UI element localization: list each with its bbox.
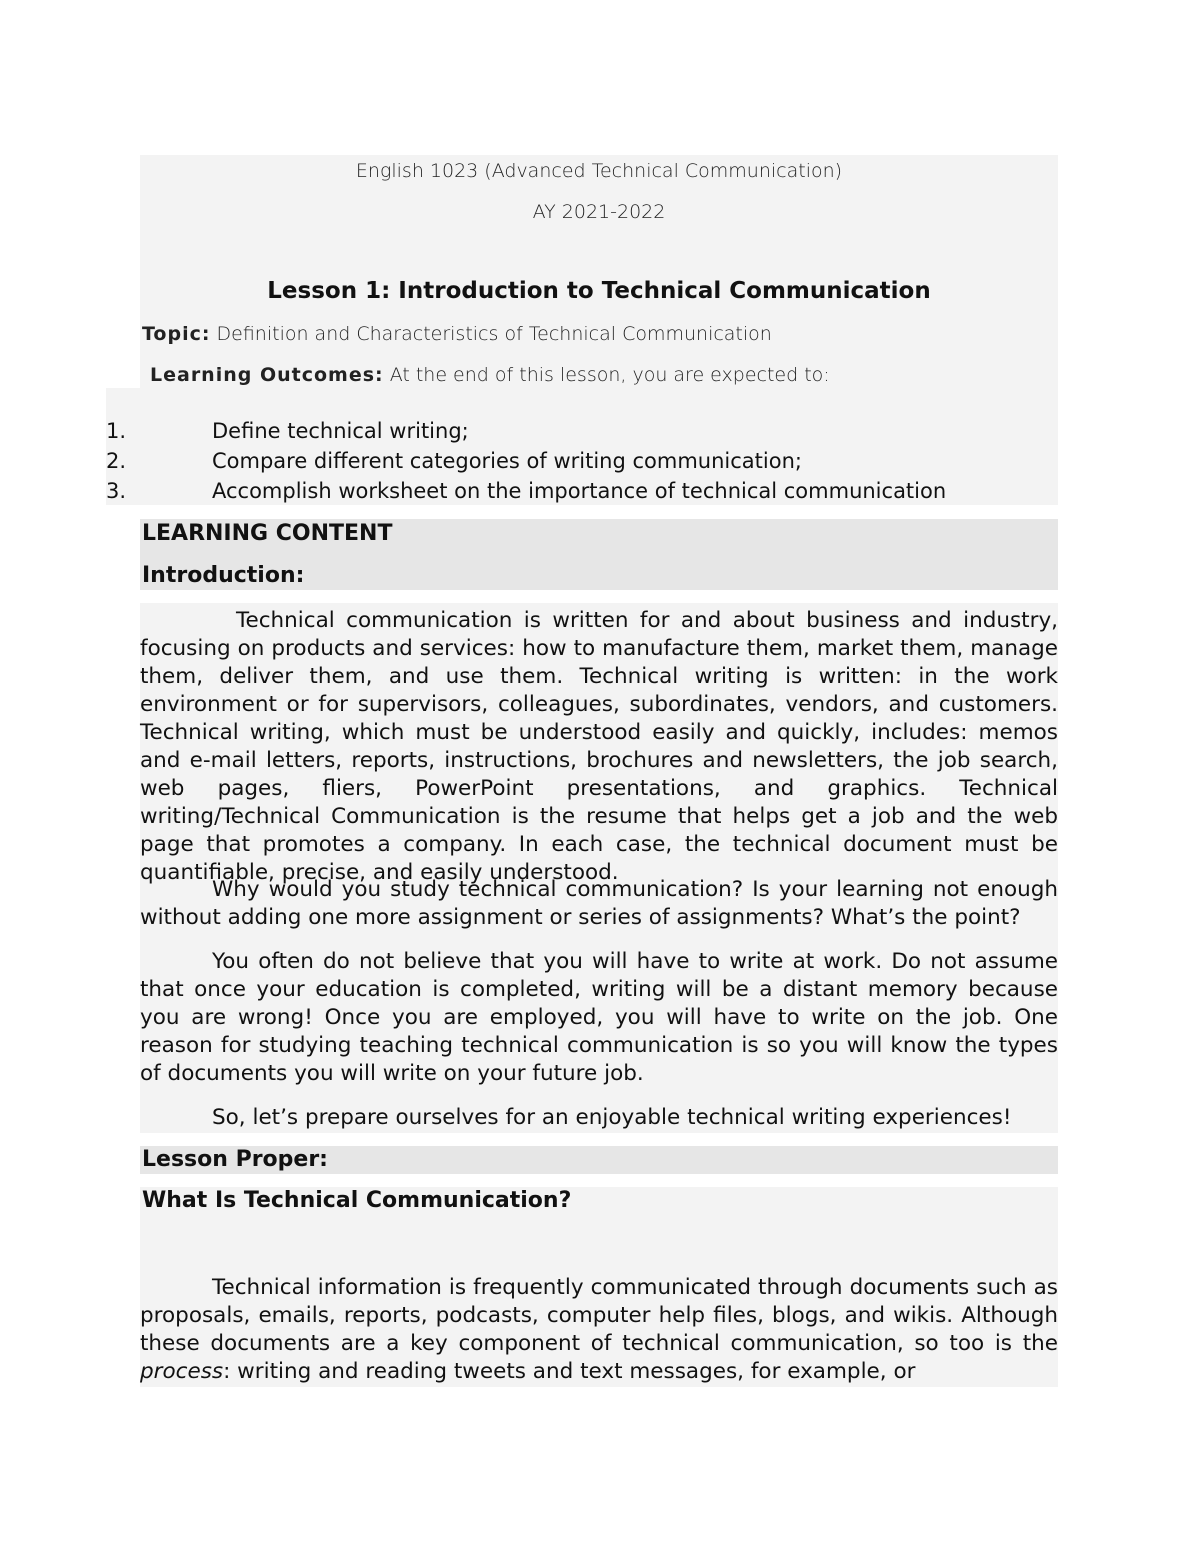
intro-paragraph-3: You often do not believe that you will have to write at work. Do not assume that once your education is completed, writing will be a distant memory because you are wrong! Once you are employed, you will have to write on the job. One reason for studying teaching technical communication is so you will know the types of documents you will write on your future job. xyxy=(140,949,1058,1086)
list-number: 1. xyxy=(106,419,127,443)
introduction-heading: Introduction: xyxy=(142,563,305,588)
paragraph-text-before: Technical information is frequently communicated through documents such as proposals, emails, reports, podcasts, computer help files, blogs, and wikis. Although these documents are a key component of technical communication, so too is the xyxy=(140,1275,1058,1356)
topic-label: Topic: xyxy=(142,323,211,345)
paragraph-text-after: : writing and reading tweets and text messages, for example, or xyxy=(223,1359,916,1384)
intro-paragraph-4: So, let’s prepare ourselves for an enjoyable technical writing experiences! xyxy=(212,1105,1012,1130)
list-item xyxy=(106,479,1058,507)
header-band xyxy=(140,155,1058,388)
lesson-title: Lesson 1: Introduction to Technical Communication xyxy=(267,278,931,304)
list-text: Compare different categories of writing communication; xyxy=(212,449,802,473)
lesson-proper-heading: Lesson Proper: xyxy=(142,1147,328,1172)
course-title: English 1023 (Advanced Technical Communication) xyxy=(355,160,843,182)
academic-year: AY 2021-2022 xyxy=(532,201,666,223)
what-is-heading: What Is Technical Communication? xyxy=(142,1188,572,1213)
learning-outcomes-text: At the end of this lesson, you are expected to: xyxy=(389,364,830,386)
list-text: Accomplish worksheet on the importance of technical communication xyxy=(212,479,947,503)
learning-outcomes-label: Learning Outcomes: xyxy=(150,364,384,386)
topic-text: Definition and Characteristics of Technical Communication xyxy=(216,323,772,345)
list-number: 3. xyxy=(106,479,127,503)
intro-paragraph-2: Why would you study technical communication? Is your learning not enough without adding one more assignment or series of assignments? What’s the point? xyxy=(140,877,1058,930)
paragraph-italic-word: process xyxy=(140,1359,224,1384)
list-item xyxy=(106,449,1058,477)
what-is-paragraph xyxy=(140,1274,1058,1386)
topic-line xyxy=(142,323,772,345)
learning-content-heading: LEARNING CONTENT xyxy=(142,521,393,546)
intro-paragraph-1: Technical communication is written for and about business and industry, focusing on products and services: how to manufacture them, market them, manage them, deliver them, and use them. Technical writing is written: in the work environment or for supervisors, colleagues, subordinates, vendors, and customers. Technical writing, which must be understood easily and quickly, includes: memos and e-mail letters, reports, instructions, brochures and newsletters, the job search, web pages, fliers, PowerPoint presentations, and graphics. Technical writing/Technical Communication is the resume that helps get a job and the web page that promotes a company. In each case, the technical document must be quantifiable, precise, and easily understood. xyxy=(140,608,1058,885)
list-item xyxy=(106,419,1058,447)
learning-outcomes-line xyxy=(150,364,830,386)
list-text: Define technical writing; xyxy=(212,419,469,443)
list-number: 2. xyxy=(106,449,127,473)
